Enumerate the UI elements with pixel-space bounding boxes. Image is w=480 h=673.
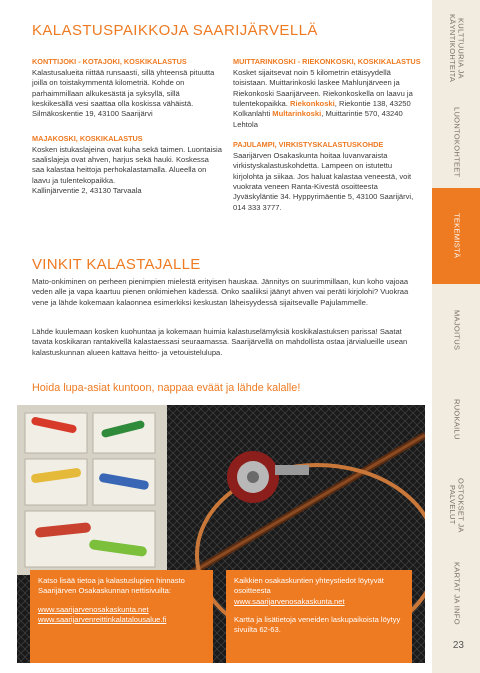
contacts-text: Kaikkien osakaskuntien yhteystiedot löytyvät osoitteesta <box>234 576 384 596</box>
spot-name: Multarinkoski <box>272 109 322 119</box>
infobox-text <box>234 576 404 607</box>
map-note: Kartta ja lisätietoja veneiden laskupaikoista löytyy sivuilta 62-63. <box>234 614 401 634</box>
spot-address: , Muittarintie 570, 43240 Lehtola <box>233 109 403 129</box>
spot-heading: KONTTIJOKI - KOTAJOKI, KOSKIKALASTUS <box>32 57 187 66</box>
tab-label: KULTTUURIA JA KÄYNTIKOHTEITA <box>448 13 466 83</box>
left-column <box>32 57 222 206</box>
page-title: KALASTUSPAIKKOJA SAARIJÄRVELLÄ <box>32 22 318 39</box>
tips-title: VINKIT KALASTAJALLE <box>32 256 201 273</box>
tips-paragraph-1: Mato-onkiminen on perheen pienimpien mielestä erityisen hauskaa. Jännitys on suurimmillaan, kun koho vajoaa veden alle ja vapa kaartuu pienen onkimiehen kädessä. Onko saaliiksi jäänyt ahven vai peräti kirjolohi? Vuokraa vene ja lähde kokemaan kalaonnea esimerkiksi keskustan läheisyydessä sijaitsevalle Pajulammelle. <box>32 277 409 307</box>
spot-text: Kosket sijaitsevat noin 5 kilometrin etäisyydellä toisistaan. Muittarinkoski laskee Mahlunjärveen ja Riekonkoski Saarijärveen. Riekonkoskella on laavu ja tulentekopaikka. <box>233 68 413 109</box>
section-sidebar <box>432 0 480 673</box>
spot-heading: MUITTARINKOSKI - RIEKONKOSKI, KOSKIKALASTUS <box>233 57 421 66</box>
tab-majoitus[interactable] <box>432 284 480 376</box>
spot-text: Saarijärven Osakaskunta hoitaa luvanvaraista virkistyskalastuskohdetta. Lampeen on istutettu kirjolohta ja siikaa. Jos haluat kalastaa veneestä, voit vuokrata veneen Ranta-Kivestä osoitteesta Jyväskyläntie 34. Hyppyrimäentie 5, 43100 Saarijärvi, 014 333 3777. <box>233 151 414 212</box>
spot-pajulampi <box>233 140 423 213</box>
kalatalousalue-link[interactable]: www.saarijarvenreittinkalatalousalue.fi <box>38 614 167 624</box>
tab-label: TEKEMISTÄ <box>452 213 462 259</box>
tab-kartat[interactable] <box>432 548 480 638</box>
spot-majakoski <box>32 134 222 197</box>
right-column <box>233 57 423 223</box>
spot-kontiojoki <box>32 57 222 120</box>
tab-label: OSTOKSET JA PALVELUT <box>448 477 466 533</box>
tab-label: LUONTOKOHTEET <box>452 106 462 178</box>
spot-text: Kalastusalueita riittää runsaasti, sillä yhteensä pituutta joilla on toistakymmentä kilometriä. Kohde on parhaimmillaan alkukesästä ja syksyllä, sillä keskikesällä vesi saattaa olla koskissa vähäistä. <box>32 68 215 109</box>
spot-text: Kosken istukaslajeina ovat kuha sekä taimen. Luontaisia saalislajeja ovat ahven, harjus sekä hauki. Koskessa saa kalastaa heittoja perhokalastamalla. Alueella on laavu ja tulentekopaikka. <box>32 144 222 185</box>
infobox-contacts <box>226 570 412 663</box>
infobox-permits <box>30 570 213 663</box>
osakaskunta-contacts-link[interactable]: www.saarijarvenosakaskunta.net <box>234 596 345 606</box>
tab-label: KARTAT JA INFO <box>452 561 462 625</box>
tab-ruokailu[interactable] <box>432 376 480 462</box>
spot-address: , Riekontie 138, 43250 Kolkanlahti <box>233 99 411 119</box>
spot-address: Silmäkoskentie 19, 43100 Saarijärvi <box>32 109 153 119</box>
tab-luontokohteet[interactable] <box>432 96 480 188</box>
tips-paragraph-2: Lähde kuulemaan kosken kuohuntaa ja kokemaan huimia kalastuselämyksiä koskikalastuksen parissa! Saatat tavata koskikaran rantakivellä kalastaessasi seuraamassa. Saarijärvellä on mahdollista ostaa järvialueille usean kalastuskunnan alueen kattava heitto- ja vetouistelulupa. <box>32 327 408 357</box>
tab-ostokset[interactable] <box>432 462 480 548</box>
tagline: Hoida lupa-asiat kuntoon, nappaa eväät ja lähde kalalle! <box>32 382 301 394</box>
page-number: 23 <box>452 640 464 651</box>
osakaskunta-link[interactable]: www.saarijarvenosakaskunta.net <box>38 604 149 614</box>
tab-kulttuuria[interactable] <box>432 0 480 96</box>
spot-heading: MAJAKOSKI, KOSKIKALASTUS <box>32 133 143 143</box>
spot-heading: PAJULAMPI, VIRKISTYSKALASTUSKOHDE <box>233 139 384 149</box>
spot-name: Riekonkoski <box>290 99 335 109</box>
tab-label: MAJOITUS <box>452 309 462 351</box>
spot-address: Kallinjärventie 2, 43130 Tarvaala <box>32 186 142 196</box>
infobox-text: Katso lisää tietoa ja kalastuslupien hinnasto Saarijärven Osakaskunnan nettisivuilta: <box>38 576 185 596</box>
tab-label: RUOKAILU <box>452 398 462 440</box>
tab-tekemista[interactable] <box>432 188 480 284</box>
spot-muittari <box>233 57 423 130</box>
